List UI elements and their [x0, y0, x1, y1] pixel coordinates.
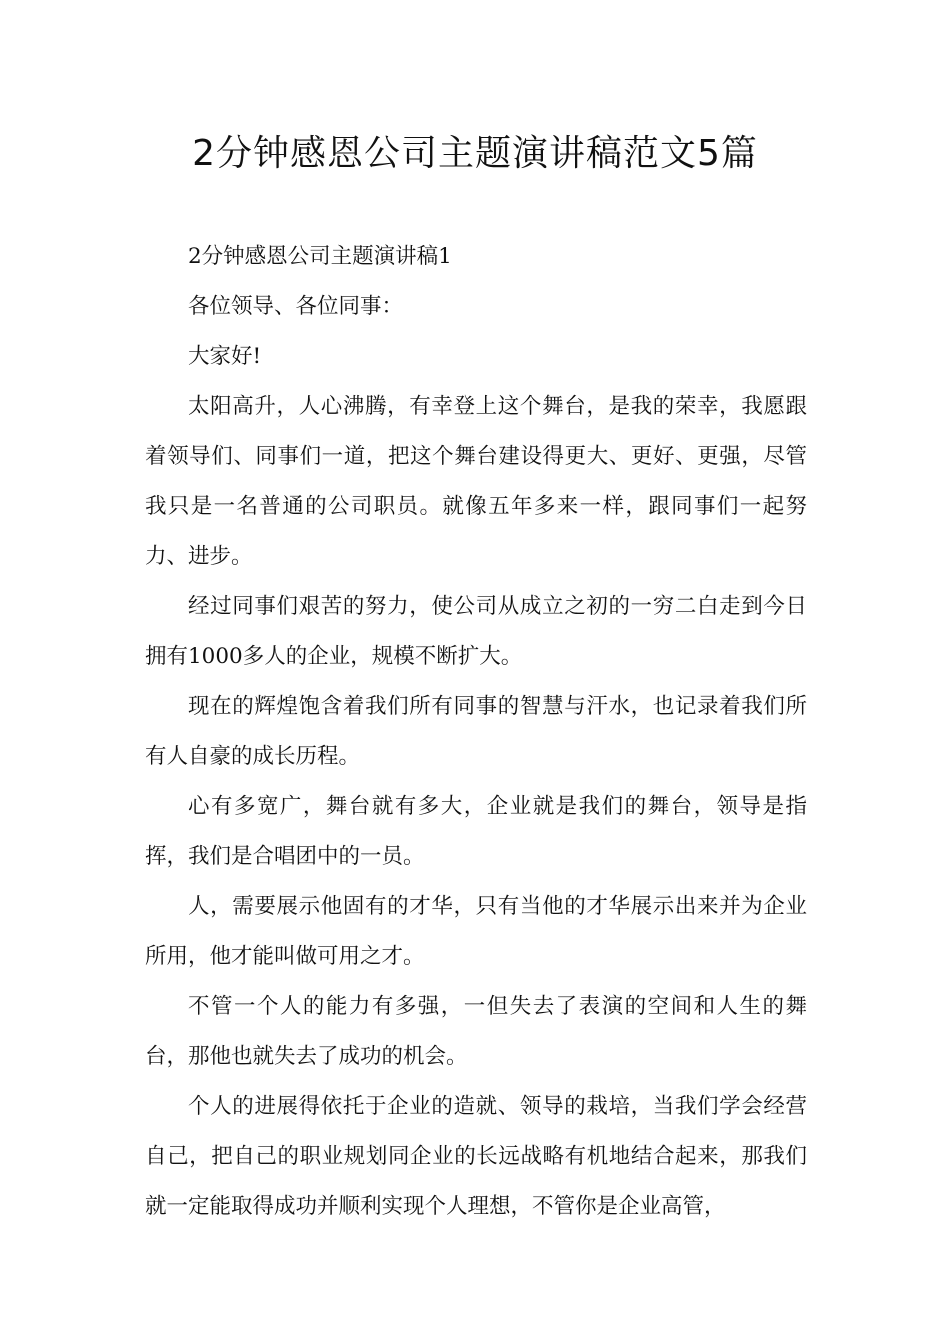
document-title: 2分钟感恩公司主题演讲稿范文5篇 [192, 133, 758, 174]
body-paragraph: 个人的进展得依托于企业的造就、领导的栽培，当我们学会经营自己，把自己的职业规划同企业的长远战略有机地结合起来，那我们就一定能取得成功并顺利实现个人理想，不管你是企业高管， [145, 1094, 807, 1219]
body-paragraph: 现在的辉煌饱含着我们所有同事的智慧与汗水，也记录着我们所有人自豪的成长历程。 [145, 694, 807, 769]
body-paragraph: 心有多宽广，舞台就有多大，企业就是我们的舞台，领导是指挥，我们是合唱团中的一员。 [145, 794, 807, 869]
salutation: 各位领导、各位同事： [188, 294, 404, 319]
greeting: 大家好! [188, 344, 262, 369]
body-paragraph: 太阳高升，人心沸腾，有幸登上这个舞台，是我的荣幸，我愿跟着领导们、同事们一道，把这个舞台建设得更大、更好、更强，尽管我只是一名普通的公司职员。就像五年多来一样，跟同事们一起努力、进步。 [145, 394, 807, 569]
body-paragraph: 人，需要展示他固有的才华，只有当他的才华展示出来并为企业所用，他才能叫做可用之才。 [145, 894, 807, 969]
body-paragraph: 不管一个人的能力有多强，一但失去了表演的空间和人生的舞台，那他也就失去了成功的机会。 [145, 994, 807, 1069]
document-body [145, 232, 807, 1232]
body-paragraph: 经过同事们艰苦的努力，使公司从成立之初的一穷二白走到今日拥有1000多人的企业，规模不断扩大。 [145, 594, 807, 669]
speech-heading: 2分钟感恩公司主题演讲稿1 [188, 244, 452, 269]
